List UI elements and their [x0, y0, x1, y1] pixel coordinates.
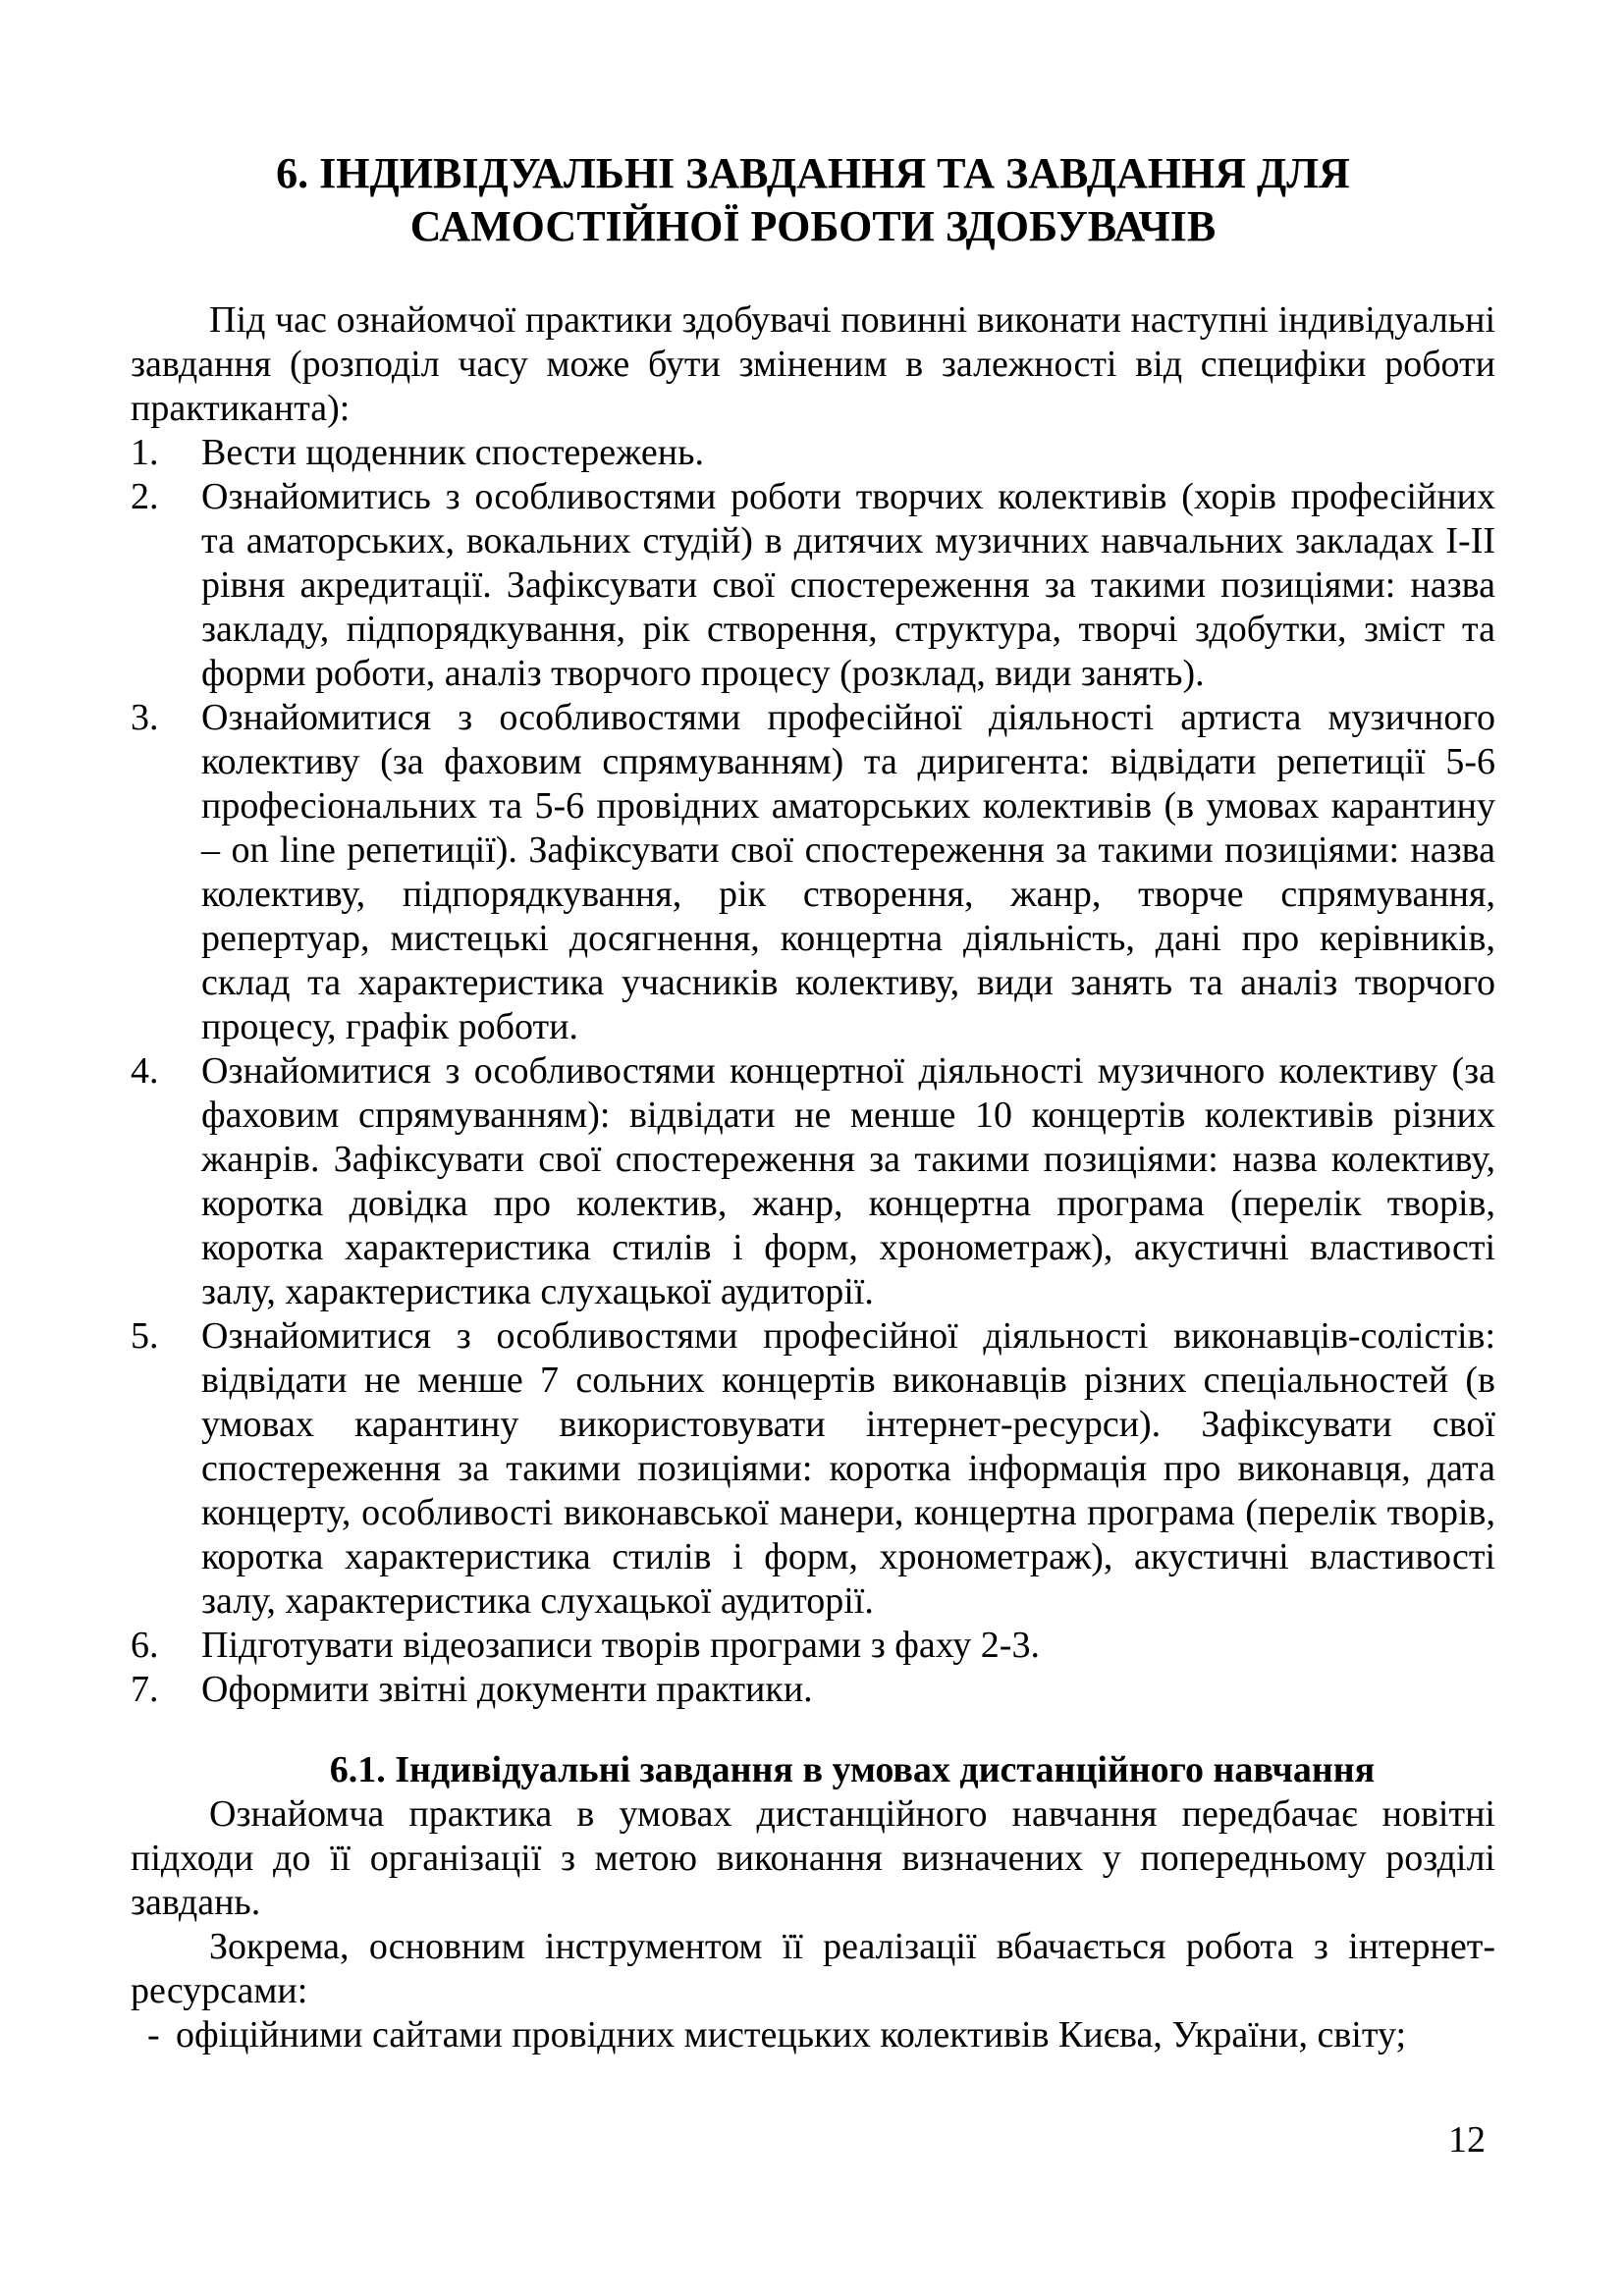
body-text-block: [131, 298, 1495, 2057]
dash-marker: -: [147, 2014, 160, 2056]
task-item-3: [131, 696, 1495, 1049]
section-paragraph-2: Зокрема, основним інструментом її реалізації вбачається робота з інтернет-ресурсами:: [131, 1926, 1495, 2011]
page-title-line-2: САМОСТІЙНОЇ РОБОТИ ЗДОБУВАЧІВ: [409, 202, 1217, 250]
section-paragraph-1: Ознайомча практика в умовах дистанційного навчання передбачає новітні підходи до її організації з метою виконання визначених у попередньому розділі завдань.: [131, 1793, 1495, 1923]
task-item-5: [131, 1314, 1495, 1624]
task-text: Ознайомитись з особливостями роботи творчих колективів (хорів професійних та аматорських, вокальних студій) в дитячих музичних навчальних закладах І-ІІ рівня акредитації. Зафіксувати свої спостереження за такими позиціями: назва закладу, підпорядкування, рік створення, структура, творчі здобутки, зміст та форми роботи, аналіз творчого процесу (розклад, види занять).: [201, 476, 1495, 694]
task-number: 2.: [131, 476, 159, 517]
bullet-list: [131, 2013, 1495, 2057]
page-title-line-1: 6. ІНДИВІДУАЛЬНІ ЗАВДАННЯ ТА ЗАВДАННЯ ДЛЯ: [276, 149, 1350, 197]
page-title: [131, 147, 1495, 253]
task-item-2: [131, 475, 1495, 696]
task-text: Вести щоденник спостережень.: [201, 432, 704, 473]
task-number: 5.: [131, 1315, 159, 1357]
bullet-text: офіційними сайтами провідних мистецьких колективів Києва, України, світу;: [176, 2014, 1406, 2056]
task-text: Ознайомитися з особливостями концертної діяльності музичного колективу (за фаховим спрямуванням): відвідати не менше 10 концертів колективів різних жанрів. Зафіксувати свої спостереження за такими позиціями: назва колективу, коротка довідка про колектив, жанр, концертна програма (перелік творів, коротка характеристика стилів і форм, хронометраж), акустичні властивості залу, характеристика слухацької аудиторії.: [201, 1050, 1495, 1312]
intro-paragraph: Під час ознайомчої практики здобувачі повинні виконати наступні індивідуальні завдання (розподіл часу може бути зміненим в залежності від специфіки роботи практиканта):: [131, 299, 1495, 429]
task-item-1: [131, 431, 1495, 475]
bullet-item-1: [131, 2013, 1495, 2057]
task-text: Підготувати відеозаписи творів програми з фаху 2-3.: [201, 1625, 1040, 1666]
page-number: 12: [1448, 2119, 1486, 2161]
task-item-4: [131, 1049, 1495, 1314]
task-number: 7.: [131, 1669, 159, 1710]
task-number: 6.: [131, 1625, 159, 1666]
task-text: Оформити звітні документи практики.: [201, 1669, 813, 1710]
section-6-1-heading: 6.1. Індивідуальні завдання в умовах дистанційного навчання: [329, 1749, 1376, 1790]
page-content: [131, 0, 1495, 2057]
task-number: 3.: [131, 697, 159, 738]
task-text: Ознайомитися з особливостями професійної діяльності артиста музичного колективу (за фаховим спрямуванням) та диригента: відвідати репетиції 5-6 професіональних та 5-6 провідних аматорських колективів (в умовах карантину – on line репетиції). Зафіксувати свої спостереження за такими позиціями: назва колективу, підпорядкування, рік створення, жанр, творче спрямування, репертуар, мистецькі досягнення, концертна діяльність, дані про керівників, склад та характеристика учасників колективу, види занять та аналіз творчого процесу, графік роботи.: [201, 697, 1495, 1047]
task-text: Ознайомитися з особливостями професійної діяльності виконавців-солістів: відвідати не менше 7 сольних концертів виконавців різних спеціальностей (в умовах карантину використовувати інтернет-ресурси). Зафіксувати свої спостереження за такими позиціями: коротка інформація про виконавця, дата концерту, особливості виконавської манери, концертна програма (перелік творів, коротка характеристика стилів і форм, хронометраж), акустичні властивості залу, характеристика слухацької аудиторії.: [201, 1315, 1495, 1622]
task-number: 1.: [131, 432, 159, 473]
task-item-6: [131, 1624, 1495, 1668]
task-item-7: [131, 1668, 1495, 1712]
task-list: [131, 431, 1495, 1712]
task-number: 4.: [131, 1050, 159, 1092]
